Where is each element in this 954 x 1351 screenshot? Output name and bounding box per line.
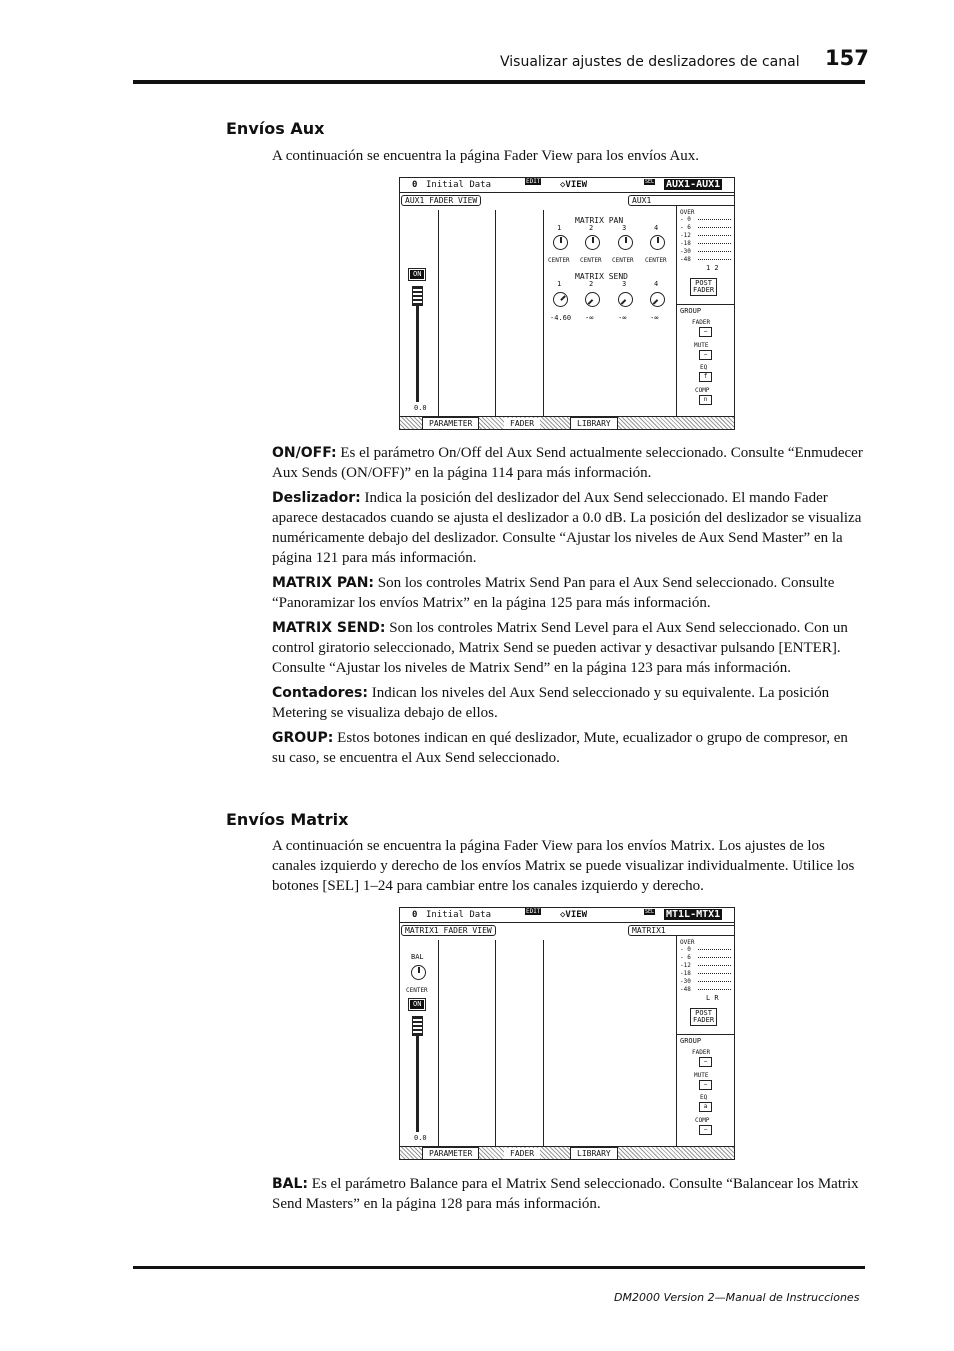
meter-bar <box>698 965 731 967</box>
fader-value: 0.0 <box>414 404 427 412</box>
pan-value: CENTER <box>612 257 634 264</box>
view-label: ◇VIEW <box>560 910 588 920</box>
channel-tag: AUX1 <box>628 195 735 206</box>
meter-scale: -30 <box>680 978 691 985</box>
meter-scale: OVER <box>680 939 695 946</box>
group-comp-label: COMP <box>695 1117 710 1124</box>
bal-value: CENTER <box>406 987 428 994</box>
strip-divider <box>543 940 544 1147</box>
param-fader: Deslizador: Indica la posición del deslizador del Aux Send seleccionado. El mando Fader aparece destacados cuando se ajusta el deslizador a 0.0 dB. La posición del deslizador se visualiza numéricamente debajo del deslizador. Consulte “Ajustar los niveles de Aux Send Master” en la página 121 para más información. <box>272 490 862 566</box>
meter-bar <box>698 235 731 237</box>
meter-bar <box>698 259 731 261</box>
send-value: -∞ <box>618 314 627 322</box>
group-fader-label: FADER <box>692 319 711 326</box>
strip-divider <box>495 210 496 417</box>
scene-title: Initial Data <box>426 180 492 190</box>
meter-scale: -48 <box>680 986 691 993</box>
meter-bar <box>698 219 731 221</box>
post-fader-button[interactable]: POST FADER <box>690 278 717 296</box>
send-knob[interactable] <box>585 292 600 307</box>
tab-library[interactable]: LIBRARY <box>570 417 618 429</box>
group-comp-label: COMP <box>695 387 710 394</box>
on-off-button[interactable]: ON <box>410 270 424 279</box>
send-knob[interactable] <box>553 292 568 307</box>
meter-bar <box>698 243 731 245</box>
pan-knob-number: 3 <box>622 224 627 232</box>
group-fader-button[interactable]: − <box>699 1057 712 1067</box>
group-eq-label: EQ <box>700 364 708 371</box>
fader-value: 0.0 <box>414 1134 427 1142</box>
edit-indicator: EDIT <box>526 178 541 185</box>
footer-text: DM2000 Version 2—Manual de Instrucciones <box>614 1291 860 1304</box>
lcd-title-bar <box>400 178 734 193</box>
group-comp-button[interactable]: − <box>699 1125 712 1135</box>
group-mute-button[interactable]: − <box>699 350 712 360</box>
sel-indicator: SEL <box>645 909 655 915</box>
meter-divider <box>676 936 677 1147</box>
meter-scale: - 6 <box>680 954 691 961</box>
group-divider <box>677 1034 735 1035</box>
meter-bar <box>698 227 731 229</box>
meter-scale: - 6 <box>680 224 691 231</box>
fader-knob[interactable] <box>412 286 423 306</box>
pan-knob-number: 2 <box>589 224 594 232</box>
group-divider <box>677 304 735 305</box>
running-header: Visualizar ajustes de deslizadores de canal <box>500 54 800 70</box>
aux-fader-view-screen <box>399 177 735 430</box>
send-value: -∞ <box>585 314 594 322</box>
meter-channels: L R <box>706 994 719 1002</box>
param-meters: Contadores: Indican los niveles del Aux Send seleccionado y su equivalente. La posición Metering se visualiza debajo de ellos. <box>272 685 830 721</box>
pan-knob-number: 1 <box>557 224 562 232</box>
group-mute-button[interactable]: − <box>699 1080 712 1090</box>
channel-box: AUX1-AUX1 <box>666 179 721 190</box>
meter-scale: - 0 <box>680 946 691 953</box>
meter-scale: -30 <box>680 248 691 255</box>
aux-parameter-list <box>272 443 864 773</box>
meter-bar <box>698 957 731 959</box>
group-label: GROUP <box>680 307 702 315</box>
group-fader-label: FADER <box>692 1049 711 1056</box>
group-eq-label: EQ <box>700 1094 708 1101</box>
meter-bar <box>698 989 731 991</box>
matrix-fader-view-screen <box>399 907 735 1160</box>
send-knob-number: 1 <box>557 280 562 288</box>
lcd-tab-bar <box>400 416 734 429</box>
fader-track <box>416 1020 419 1132</box>
group-mute-label: MUTE <box>694 342 709 349</box>
aux-intro: A continuación se encuentra la página Fader View para los envíos Aux. <box>272 148 700 164</box>
matrix-pan-title: MATRIX PAN <box>575 216 624 225</box>
strip-divider <box>438 210 439 417</box>
pan-value: CENTER <box>580 257 602 264</box>
fader-track <box>416 290 419 402</box>
page-tag: MATRIX1 FADER VIEW <box>401 925 496 936</box>
meter-bar <box>698 973 731 975</box>
matrix-intro: A continuación se encuentra la página Fader View para los envíos Matrix. Los ajustes de los canales izquierdo y derecho de los envíos Matrix se puede visualizar individualmente. Utilice los botones [SEL] 1–24 para cambiar entre los canales izquierdo y derecho. <box>272 838 855 894</box>
tab-parameter[interactable]: PARAMETER <box>422 1147 479 1159</box>
group-eq-button[interactable]: a <box>699 1102 712 1112</box>
header-rule <box>133 80 865 84</box>
meter-scale: -18 <box>680 970 691 977</box>
scene-number: 0 <box>412 910 418 920</box>
bal-label: BAL <box>411 953 424 961</box>
meter-bar <box>698 251 731 253</box>
pan-knob[interactable] <box>618 235 633 250</box>
group-label: GROUP <box>680 1037 702 1045</box>
param-bal: BAL: Es el parámetro Balance para el Matrix Send seleccionado. Consulte “Balancear los Matrix Send Masters” en la página 128 para más información. <box>272 1176 859 1212</box>
pan-knob[interactable] <box>553 235 568 250</box>
tab-fader[interactable]: FADER <box>504 418 540 429</box>
tab-parameter[interactable]: PARAMETER <box>422 417 479 429</box>
channel-box: MT1L-MTX1 <box>666 909 721 920</box>
param-matrix-send: MATRIX SEND: Son los controles Matrix Send Level para el Aux Send seleccionado. Con un control giratorio seleccionado, Matrix Send se pueden activar y desactivar pulsando [ENTER]. Consulte “Ajustar los niveles de Matrix Send” en la página 123 para más información. <box>272 620 848 676</box>
matrix-send-title: MATRIX SEND <box>575 272 628 281</box>
post-fader-button[interactable]: POST FADER <box>690 1008 717 1026</box>
pan-knob[interactable] <box>585 235 600 250</box>
param-group: GROUP: Estos botones indican en qué deslizador, Mute, ecualizador o grupo de compresor, en su caso, se encuentra el Aux Send seleccionado. <box>272 730 848 766</box>
matrix-parameter-list <box>272 1174 864 1219</box>
meter-scale: -12 <box>680 232 691 239</box>
channel-tag: MATRIX1 <box>628 925 735 936</box>
meter-scale: -48 <box>680 256 691 263</box>
send-value: -4.60 <box>550 314 572 322</box>
meter-channels: 1 2 <box>706 264 719 272</box>
pan-knob[interactable] <box>650 235 665 250</box>
param-on-off: ON/OFF: Es el parámetro On/Off del Aux Send actualmente seleccionado. Consulte “Enmudecer Aux Sends (ON/OFF)” en la página 114 para más información. <box>272 445 863 481</box>
page-tag: AUX1 FADER VIEW <box>401 195 481 206</box>
fader-knob[interactable] <box>412 1016 423 1036</box>
meter-divider <box>676 206 677 417</box>
tab-library[interactable]: LIBRARY <box>570 1147 618 1159</box>
send-knob-number: 4 <box>654 280 659 288</box>
tab-fader[interactable]: FADER <box>504 1148 540 1159</box>
strip-divider <box>495 940 496 1147</box>
send-knob[interactable] <box>618 292 633 307</box>
pan-knob-number: 4 <box>654 224 659 232</box>
meter-scale: - 0 <box>680 216 691 223</box>
scene-number: 0 <box>412 180 418 190</box>
send-knob-number: 2 <box>589 280 594 288</box>
meter-bar <box>698 981 731 983</box>
param-matrix-pan: MATRIX PAN: Son los controles Matrix Send Pan para el Aux Send seleccionado. Consulte “Panoramizar los envíos Matrix” en la página 125 para más información. <box>272 575 835 611</box>
strip-divider <box>543 210 544 417</box>
on-off-button[interactable]: ON <box>410 1000 424 1009</box>
sel-indicator: SEL <box>645 179 655 185</box>
view-label: ◇VIEW <box>560 180 588 190</box>
footer-rule <box>133 1266 865 1269</box>
pan-value: CENTER <box>548 257 570 264</box>
group-fader-button[interactable]: − <box>699 327 712 337</box>
lcd-title-bar <box>400 908 734 923</box>
lcd-tab-bar <box>400 1146 734 1159</box>
scene-title: Initial Data <box>426 910 492 920</box>
send-knob-number: 3 <box>622 280 627 288</box>
meter-scale: -12 <box>680 962 691 969</box>
edit-indicator: EDIT <box>526 908 541 915</box>
meter-bar <box>698 949 731 951</box>
section-heading-matrix: Envíos Matrix <box>226 810 349 829</box>
group-mute-label: MUTE <box>694 1072 709 1079</box>
balance-knob[interactable] <box>411 965 426 980</box>
send-value: -∞ <box>650 314 659 322</box>
pan-value: CENTER <box>645 257 667 264</box>
meter-scale: OVER <box>680 209 695 216</box>
page-number: 157 <box>825 46 869 70</box>
send-knob[interactable] <box>650 292 665 307</box>
group-comp-button[interactable]: n <box>699 395 712 405</box>
section-heading-aux: Envíos Aux <box>226 119 325 138</box>
group-eq-button[interactable]: f <box>699 372 712 382</box>
meter-scale: -18 <box>680 240 691 247</box>
strip-divider <box>438 940 439 1147</box>
